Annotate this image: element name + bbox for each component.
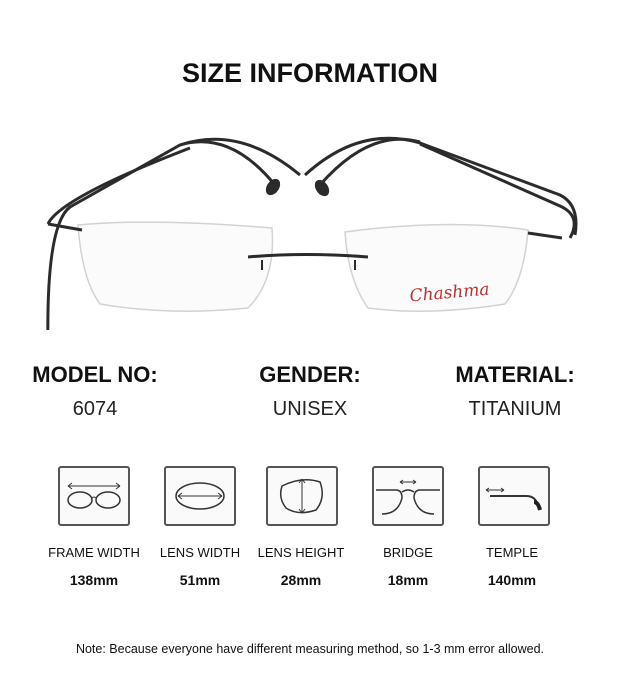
model-value: 6074 (72, 398, 118, 420)
temple-value: 140mm (487, 572, 537, 588)
gender-spec (210, 362, 410, 421)
temple-label: TEMPLE (485, 545, 538, 560)
temple-icon (478, 466, 550, 526)
frame-width-label: FRAME WIDTH (48, 545, 140, 560)
page-title: SIZE INFORMATION (182, 58, 438, 88)
lens-height-value: 28mm (280, 572, 322, 588)
bridge-label: BRIDGE (383, 545, 433, 560)
gender-label: GENDER: (259, 362, 361, 387)
lens-height-icon (266, 466, 338, 526)
frame-width-value: 138mm (69, 572, 119, 588)
brand-logo-text: Chashma (408, 279, 491, 307)
model-label: MODEL NO: (32, 362, 158, 387)
frame-width-icon (58, 466, 130, 526)
material-spec (415, 362, 615, 421)
material-label: MATERIAL: (455, 362, 575, 387)
lens-width-label: LENS WIDTH (159, 545, 241, 560)
lens-width-icon (164, 466, 236, 526)
lens-width-value: 51mm (179, 572, 221, 588)
lens-height-label: LENS HEIGHT (257, 545, 345, 560)
gender-value: UNISEX (272, 398, 348, 420)
material-value: TITANIUM (468, 398, 562, 420)
bridge-icon (372, 466, 444, 526)
measurement-note: Note: Because everyone have different measuring method, so 1-3 mm error allowed. (75, 642, 545, 656)
rimless-glasses-image (0, 120, 620, 330)
model-spec (0, 362, 195, 421)
bridge-value: 18mm (387, 572, 429, 588)
